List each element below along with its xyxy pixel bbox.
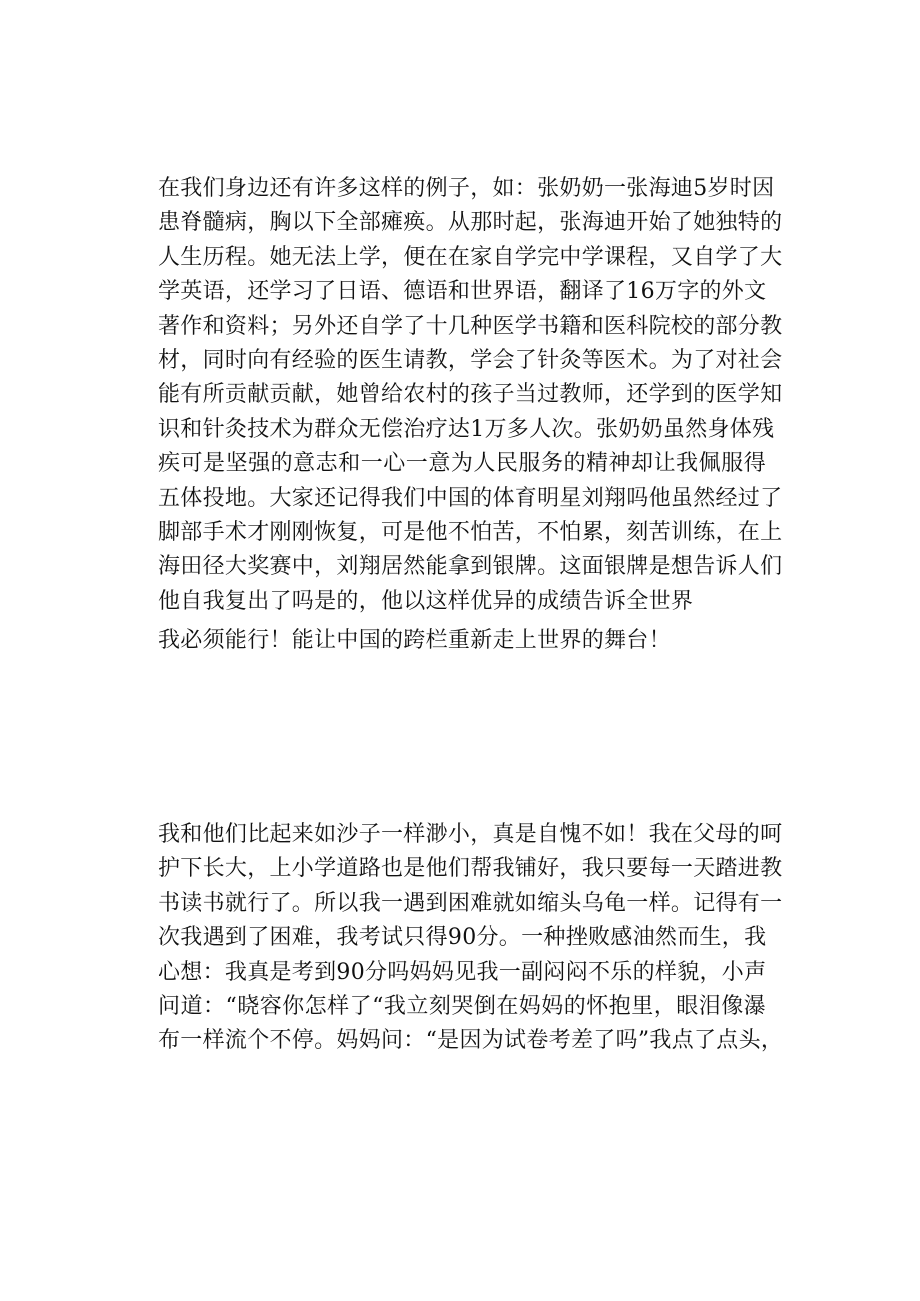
text-line: 人生历程。她无法上学，便在在家自学完中学课程，又自学了大 (158, 244, 783, 270)
text-line: 疾可是坚强的意志和一心一意为人民服务的精神却让我佩服得 (158, 451, 766, 477)
paragraph-zhang-haidi (158, 172, 783, 619)
text-line: 他自我复出了吗是的，他以这样优异的成绩告诉全世界 (158, 588, 694, 614)
text-line: 护下长大，上小学道路也是他们帮我铺好，我只要每一天踏进教 (158, 856, 783, 882)
text-line: 次我遇到了困难，我考试只得90分。一种挫败感油然而生，我 (158, 925, 767, 951)
text-line: 学英语，还学习了日语、德语和世界语，翻译了16万字的外文 (158, 279, 767, 305)
text-line: 材，同时向有经验的医生请教，学会了针灸等医术。为了对社会 (158, 347, 783, 373)
text-line: 心想：我真是考到90分吗妈妈见我一副闷闷不乐的样貌，小声 (158, 959, 767, 985)
text-line: 五体投地。大家还记得我们中国的体育明星刘翔吗他虽然经过了 (158, 485, 783, 511)
text-line: 能有所贡献贡献，她曾给农村的孩子当过教师，还学到的医学知 (158, 382, 783, 408)
text-line: 我和他们比起来如沙子一样渺小，真是自愧不如！我在父母的呵 (158, 822, 783, 847)
text-line: 问道：“晓容你怎样了“我立刻哭倒在妈妈的怀抱里，眼泪像瀑 (158, 993, 766, 1019)
text-line: 布一样流个不停。妈妈问：“是因为试卷考差了吗”我点了点头， (158, 1028, 784, 1054)
text-line: 患脊髓病，胸以下全部瘫痪。从那时起，张海迪开始了她独特的 (158, 210, 783, 236)
paragraph-declaration (158, 624, 766, 658)
text-line: 脚部手术才刚刚恢复，可是他不怕苦，不怕累，刻苦训练，在上 (158, 519, 783, 545)
paragraph-personal-story (158, 818, 784, 1059)
text-line: 书读书就行了。所以我一遇到困难就如缩头乌龟一样。记得有一 (158, 890, 783, 916)
text-line: 识和针灸技术为群众无偿治疗达1万多人次。张奶奶虽然身体残 (158, 416, 775, 442)
text-line: 著作和资料；另外还自学了十几种医学书籍和医科院校的部分教 (158, 313, 783, 339)
text-line: 在我们身边还有许多这样的例子，如：张奶奶一张海迪5岁时因 (158, 176, 775, 201)
text-line: 海田径大奖赛中，刘翔居然能拿到银牌。这面银牌是想告诉人们 (158, 554, 783, 580)
text-line: 我必须能行！能让中国的跨栏重新走上世界的舞台！ (158, 628, 671, 653)
